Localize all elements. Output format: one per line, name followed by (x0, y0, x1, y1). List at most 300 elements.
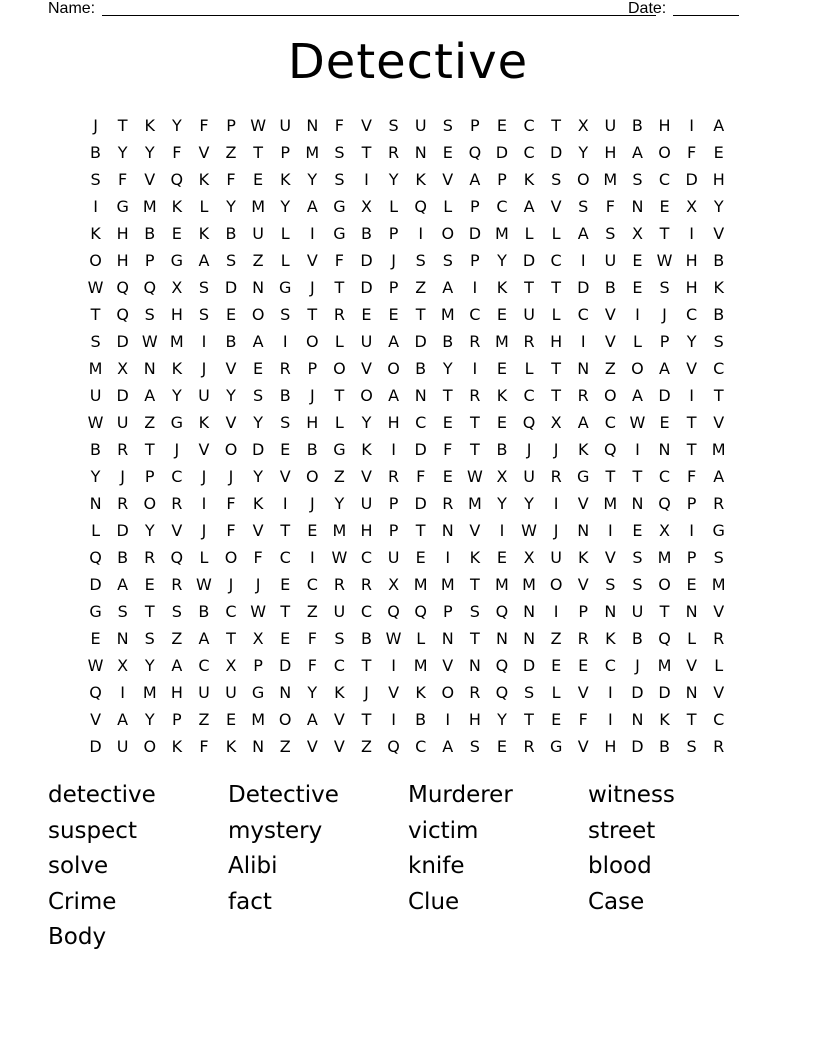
grid-letter: V (225, 413, 237, 432)
grid-letter: V (604, 305, 616, 324)
grid-letter: K (496, 278, 508, 297)
grid-letter: A (631, 143, 643, 162)
grid-letter: J (255, 575, 261, 594)
grid-letter: I (689, 224, 694, 243)
grid-letter: L (416, 629, 426, 648)
grid-letter: F (334, 116, 344, 135)
grid-letter: L (280, 251, 290, 270)
grid-letter: Y (171, 386, 182, 405)
grid-letter: K (90, 224, 101, 243)
grid-letter: J (201, 359, 207, 378)
grid-letter: M (603, 494, 618, 513)
grid-letter: C (604, 413, 616, 432)
grid-letter: E (686, 575, 697, 594)
grid-letter: Z (604, 359, 616, 378)
grid-letter: A (442, 278, 454, 297)
grid-letter: S (334, 629, 345, 648)
grid-letter: T (469, 413, 480, 432)
grid-letter: T (415, 305, 426, 324)
grid-letter: V (306, 251, 318, 270)
word-list-item: knife (408, 853, 465, 879)
grid-letter: Q (468, 143, 482, 162)
grid-letter: S (713, 332, 724, 351)
grid-letter: K (225, 737, 237, 756)
grid-letter: H (685, 251, 698, 270)
grid-letter: T (442, 386, 453, 405)
grid-letter: E (90, 629, 101, 648)
grid-letter: E (632, 521, 643, 540)
grid-letter: I (607, 521, 613, 540)
grid-letter: B (306, 440, 318, 459)
grid-letter: S (469, 737, 480, 756)
grid-letter: I (553, 602, 559, 621)
grid-letter: T (361, 143, 372, 162)
grid-letter: Y (361, 413, 372, 432)
page-title: Detective (287, 34, 529, 90)
grid-letter: N (604, 602, 617, 621)
grid-letter: T (307, 305, 318, 324)
grid-letter: D (360, 278, 373, 297)
grid-letter: O (658, 575, 671, 594)
grid-letter: F (443, 440, 453, 459)
grid-letter: V (713, 413, 725, 432)
grid-letter: A (144, 386, 156, 405)
word-list-item: witness (588, 782, 675, 808)
grid-letter: L (687, 629, 697, 648)
grid-letter: O (224, 548, 238, 567)
grid-letter: Q (170, 548, 184, 567)
word-list-item: Body (48, 924, 107, 950)
word-list-item: Clue (408, 888, 460, 915)
grid-letter: B (225, 224, 237, 243)
grid-letter: H (387, 413, 400, 432)
grid-letter: I (689, 116, 694, 135)
grid-letter: I (201, 332, 207, 351)
grid-letter: Y (307, 683, 318, 702)
grid-letter: W (196, 575, 212, 594)
grid-letter: D (116, 332, 129, 351)
grid-letter: M (305, 143, 320, 162)
grid-letter: S (90, 170, 101, 189)
grid-letter: V (686, 359, 698, 378)
grid-letter: J (391, 251, 396, 270)
grid-letter: R (469, 332, 481, 351)
grid-letter: T (713, 386, 724, 405)
grid-letter: Z (306, 602, 318, 621)
grid-letter: N (577, 359, 590, 378)
grid-letter: U (523, 305, 535, 324)
grid-letter: N (441, 521, 454, 540)
grid-letter: K (415, 683, 426, 702)
grid-letter: I (499, 521, 505, 540)
grid-letter: Q (604, 440, 617, 459)
grid-letter: T (469, 440, 480, 459)
grid-letter: S (713, 548, 724, 567)
grid-letter: T (551, 116, 562, 135)
grid-letter: E (496, 548, 507, 567)
grid-letter: E (632, 251, 643, 270)
grid-letter: Q (495, 602, 509, 621)
grid-letter: C (306, 575, 318, 594)
grid-letter: U (631, 602, 644, 621)
grid-letter: N (143, 359, 156, 378)
grid-letter: E (225, 710, 237, 729)
grid-letter: X (117, 359, 129, 378)
grid-letter: G (333, 224, 346, 243)
grid-letter: T (659, 602, 670, 621)
grid-letter: Q (658, 494, 671, 513)
grid-letter: W (87, 278, 104, 297)
grid-letter: P (497, 170, 507, 189)
grid-letter: G (712, 521, 725, 540)
word-list-item: Case (588, 888, 645, 915)
grid-letter: K (171, 197, 183, 216)
grid-letter: R (144, 548, 156, 567)
grid-letter: E (659, 197, 670, 216)
grid-letter: B (604, 278, 616, 297)
grid-letter: W (385, 629, 402, 648)
grid-letter: H (604, 143, 617, 162)
grid-letter: T (469, 575, 480, 594)
grid-letter: F (307, 656, 317, 675)
grid-letter: C (333, 656, 345, 675)
grid-letter: I (689, 386, 694, 405)
grid-letter: Y (226, 197, 236, 216)
grid-letter: R (577, 386, 589, 405)
grid-letter: R (523, 737, 535, 756)
grid-letter: N (252, 278, 265, 297)
grid-letter: N (468, 656, 481, 675)
grid-letter: N (523, 629, 536, 648)
grid-letter: N (252, 737, 265, 756)
grid-letter: O (143, 494, 157, 513)
grid-letter: J (526, 440, 532, 459)
grid-letter: F (416, 467, 426, 486)
grid-letter: S (686, 737, 697, 756)
grid-letter: N (685, 602, 698, 621)
grid-letter: Q (387, 602, 400, 621)
grid-letter: V (686, 656, 698, 675)
grid-letter: T (226, 629, 236, 648)
word-list-item: mystery (228, 817, 323, 844)
grid-letter: W (466, 467, 483, 486)
grid-letter: R (388, 143, 400, 162)
grid-letter: Y (686, 332, 697, 351)
grid-letter: M (169, 332, 184, 351)
grid-letter: F (253, 548, 263, 567)
grid-letter: U (116, 737, 129, 756)
grid-letter: F (687, 143, 697, 162)
grid-letter: R (713, 737, 725, 756)
grid-letter: C (713, 710, 725, 729)
grid-letter: V (577, 575, 589, 594)
grid-letter: N (631, 710, 644, 729)
grid-letter: R (523, 332, 535, 351)
grid-letter: D (116, 521, 129, 540)
grid-letter: E (361, 305, 372, 324)
grid-letter: F (199, 737, 209, 756)
grid-letter: Z (361, 737, 372, 756)
grid-letter: G (333, 440, 346, 459)
grid-letter: J (201, 521, 207, 540)
grid-letter: N (116, 629, 129, 648)
grid-letter: T (334, 278, 345, 297)
grid-letter: I (580, 332, 586, 351)
grid-letter: A (306, 197, 318, 216)
grid-letter: I (282, 494, 288, 513)
word-list-item: blood (588, 853, 652, 879)
name-blank-line (102, 0, 656, 16)
grid-letter: F (226, 521, 236, 540)
grid-letter: H (550, 332, 563, 351)
grid-letter: I (445, 548, 451, 567)
grid-letter: P (470, 197, 480, 216)
word-list-item: suspect (48, 817, 137, 844)
grid-letter: P (144, 467, 155, 486)
grid-letter: F (118, 170, 128, 189)
grid-letter: J (174, 440, 180, 459)
grid-letter: Q (116, 305, 129, 324)
word-list-item: street (588, 817, 656, 844)
grid-letter: G (116, 197, 129, 216)
grid-letter: C (658, 170, 671, 189)
grid-letter: C (713, 359, 725, 378)
grid-letter: Q (414, 197, 427, 216)
grid-letter: A (198, 629, 210, 648)
grid-letter: M (251, 710, 266, 729)
grid-letter: E (659, 413, 670, 432)
grid-letter: R (388, 467, 400, 486)
grid-letter: W (331, 548, 348, 567)
grid-letter: I (607, 710, 613, 729)
grid-letter: H (468, 710, 481, 729)
grid-letter: I (472, 359, 478, 378)
grid-letter: S (442, 251, 453, 270)
grid-letter: Q (522, 413, 536, 432)
grid-letter: B (198, 602, 210, 621)
grid-letter: E (225, 305, 237, 324)
grid-letter: J (120, 467, 125, 486)
grid-letter: T (361, 656, 372, 675)
word-list-item: detective (48, 782, 156, 808)
grid-letter: E (144, 575, 155, 594)
grid-letter: V (333, 710, 345, 729)
grid-letter: K (334, 683, 345, 702)
grid-letter: P (280, 143, 291, 162)
grid-letter: X (686, 197, 698, 216)
grid-letter: L (443, 197, 453, 216)
grid-letter: Y (90, 467, 101, 486)
grid-letter: Y (117, 143, 128, 162)
grid-letter: C (279, 548, 291, 567)
grid-letter: D (89, 575, 102, 594)
grid-letter: A (523, 197, 535, 216)
grid-letter: N (631, 197, 644, 216)
grid-letter: Y (171, 116, 182, 135)
grid-letter: F (226, 494, 236, 513)
grid-letter: K (171, 737, 183, 756)
grid-letter: V (604, 332, 616, 351)
grid-letter: Q (170, 170, 184, 189)
grid-letter: N (577, 521, 590, 540)
grid-letter: W (87, 656, 104, 675)
grid-letter: I (309, 224, 315, 243)
grid-letter: I (472, 278, 478, 297)
grid-letter: Y (524, 494, 534, 513)
name-label: Name: (48, 0, 96, 17)
grid-letter: B (117, 548, 129, 567)
grid-letter: S (253, 386, 264, 405)
grid-letter: I (309, 548, 315, 567)
grid-letter: Z (225, 143, 237, 162)
grid-letter: H (685, 278, 698, 297)
grid-letter: S (605, 575, 616, 594)
grid-letter: B (496, 440, 508, 459)
grid-letter: R (360, 575, 373, 594)
grid-letter: K (198, 413, 210, 432)
grid-letter: A (388, 332, 400, 351)
grid-letter: L (91, 521, 100, 540)
grid-letter: H (712, 170, 725, 189)
grid-letter: L (389, 197, 399, 216)
grid-letter: S (551, 170, 562, 189)
grid-letter: H (604, 737, 617, 756)
grid-letter: V (577, 683, 589, 702)
grid-letter: T (144, 440, 155, 459)
grid-letter: Z (550, 629, 562, 648)
grid-letter: U (198, 683, 210, 702)
grid-letter: A (171, 656, 183, 675)
grid-letter: P (307, 359, 318, 378)
grid-letter: Q (658, 629, 671, 648)
grid-letter: T (551, 386, 562, 405)
grid-letter: T (524, 710, 534, 729)
grid-letter: P (686, 548, 697, 567)
grid-letter: X (388, 575, 400, 594)
grid-letter: T (686, 440, 697, 459)
grid-letter: I (689, 521, 694, 540)
grid-letter: U (252, 224, 264, 243)
grid-letter: Q (414, 602, 427, 621)
grid-letter: C (523, 386, 535, 405)
grid-letter: P (226, 116, 236, 135)
grid-letter: K (279, 170, 291, 189)
grid-letter: I (391, 710, 396, 729)
grid-letter: L (524, 224, 534, 243)
grid-letter: R (442, 494, 454, 513)
grid-letter: V (388, 683, 400, 702)
grid-letter: V (604, 548, 616, 567)
grid-letter: R (577, 629, 589, 648)
grid-letter: K (523, 170, 535, 189)
grid-letter: U (604, 116, 617, 135)
grid-letter: Z (279, 737, 291, 756)
grid-letter: C (523, 116, 535, 135)
grid-letter: M (495, 575, 509, 594)
grid-letter: P (470, 116, 480, 135)
grid-letter: O (306, 332, 319, 351)
grid-letter: E (253, 359, 264, 378)
grid-letter: A (469, 170, 481, 189)
grid-letter: N (658, 440, 671, 459)
grid-letter: A (198, 251, 210, 270)
grid-letter: P (388, 278, 399, 297)
grid-letter: Y (334, 494, 345, 513)
grid-letter: X (225, 656, 237, 675)
grid-letter: Y (497, 251, 507, 270)
grid-letter: D (631, 683, 644, 702)
grid-letter: A (713, 467, 725, 486)
grid-letter: M (88, 359, 103, 378)
grid-letter: E (496, 413, 507, 432)
grid-letter: D (414, 440, 427, 459)
grid-letter: X (659, 521, 670, 540)
grid-letter: E (388, 305, 399, 324)
grid-letter: T (415, 521, 426, 540)
grid-letter: E (171, 224, 182, 243)
grid-letter: E (280, 440, 291, 459)
grid-letter: I (418, 224, 424, 243)
grid-letter: E (307, 521, 318, 540)
grid-letter: R (171, 575, 183, 594)
grid-letter: O (89, 251, 102, 270)
grid-letter: M (495, 332, 509, 351)
grid-letter: A (442, 737, 454, 756)
grid-letter: Y (442, 359, 453, 378)
grid-letter: S (90, 332, 101, 351)
grid-letter: M (467, 494, 482, 513)
grid-letter: D (360, 251, 373, 270)
grid-letter: Z (252, 251, 264, 270)
grid-letter: C (658, 467, 671, 486)
grid-letter: M (440, 575, 455, 594)
grid-letter: U (414, 116, 427, 135)
grid-letter: K (198, 224, 210, 243)
grid-letter: B (144, 224, 156, 243)
grid-letter: J (364, 683, 369, 702)
grid-letter: S (415, 251, 426, 270)
grid-letter: C (469, 305, 481, 324)
grid-letter: J (309, 278, 315, 297)
grid-letter: T (605, 467, 616, 486)
grid-letter: F (307, 629, 317, 648)
grid-letter: P (442, 602, 453, 621)
grid-letter: U (225, 683, 237, 702)
grid-letter: E (496, 116, 507, 135)
grid-letter: O (658, 143, 671, 162)
grid-letter: Y (144, 656, 155, 675)
grid-letter: Y (144, 143, 155, 162)
grid-letter: S (171, 602, 182, 621)
grid-letter: J (553, 521, 559, 540)
grid-letter: M (657, 548, 672, 567)
grid-letter: O (387, 359, 400, 378)
grid-letter: V (198, 143, 210, 162)
grid-letter: W (141, 332, 158, 351)
grid-letter: B (713, 305, 725, 324)
grid-letter: N (306, 116, 319, 135)
grid-letter: K (361, 440, 372, 459)
grid-letter: E (442, 143, 453, 162)
grid-letter: M (657, 656, 672, 675)
grid-letter: S (578, 197, 589, 216)
grid-letter: N (495, 629, 508, 648)
grid-letter: I (201, 494, 207, 513)
grid-letter: O (441, 683, 455, 702)
grid-letter: I (120, 683, 125, 702)
grid-letter: U (116, 413, 129, 432)
grid-letter: A (117, 575, 129, 594)
